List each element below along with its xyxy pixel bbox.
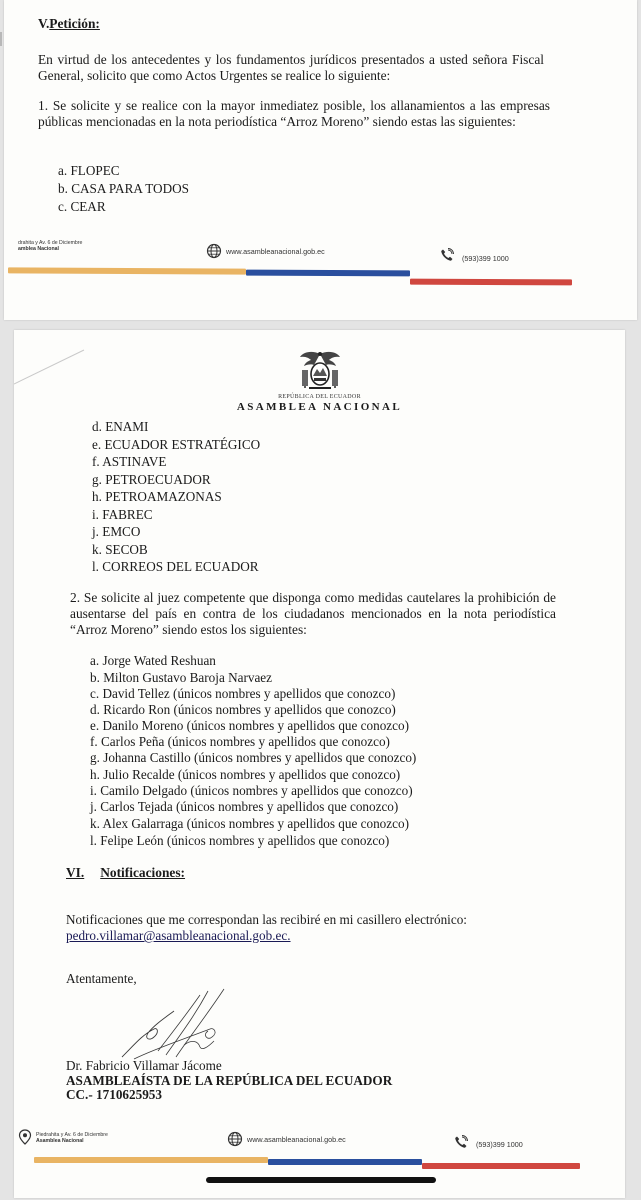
footer-bar-yellow xyxy=(34,1157,268,1163)
signer-id: CC.- 1710625953 xyxy=(66,1087,162,1102)
list-item: i. Camilo Delgado (únicos nombres y apellidos que conozco) xyxy=(90,783,413,798)
document-page-1 xyxy=(4,0,637,320)
footer-bar-blue xyxy=(246,270,410,277)
list-item: a. Jorge Wated Reshuan xyxy=(90,653,216,668)
list-item: h. PETROAMAZONAS xyxy=(92,489,222,504)
section-vi-heading xyxy=(66,865,185,881)
home-indicator[interactable] xyxy=(206,1177,436,1183)
phone-icon xyxy=(440,248,454,262)
list-item: j. EMCO xyxy=(92,524,141,539)
list-item: j. Carlos Tejada (únicos nombres y apellidos que conozco) xyxy=(90,799,399,814)
notifications-paragraph: Notificaciones que me correspondan las recibiré en mi casillero electrónico: xyxy=(66,912,467,927)
list-item: h. Julio Recalde (únicos nombres y apellidos que conozco) xyxy=(90,767,401,782)
list-item: i. FABREC xyxy=(92,507,153,522)
section-title: Notificaciones: xyxy=(100,865,186,880)
footer-address xyxy=(18,240,82,252)
footer-phone: (593)399 1000 xyxy=(476,1140,523,1149)
signer-name: Dr. Fabricio Villamar Jácome xyxy=(66,1058,222,1073)
list-item: k. Alex Galarraga (únicos nombres y apellidos que conozco) xyxy=(90,816,409,831)
footer-phone: (593)399 1000 xyxy=(462,254,509,263)
list-item: g. Johanna Castillo (únicos nombres y apellidos que conozco) xyxy=(90,750,417,765)
footer-address-line-2: amblea Nacional xyxy=(18,246,59,252)
list-item: f. ASTINAVE xyxy=(92,454,167,469)
email-link[interactable]: pedro.villamar@asambleanacional.gob.ec. xyxy=(66,928,291,943)
list-item: k. SECOB xyxy=(92,542,148,557)
list-item: a. FLOPEC xyxy=(58,163,120,178)
list-item: l. CORREOS DEL ECUADOR xyxy=(92,559,259,574)
footer-bar-red xyxy=(410,279,572,286)
list-item: e. ECUADOR ESTRATÉGICO xyxy=(92,437,261,452)
list-item: c. CEAR xyxy=(58,199,106,214)
point-2-paragraph: 2. Se solicite al juez competente que disponga como medidas cautelares la prohibición de ausentarse del país en contra de los ciudadanos mencionados en la nota periodística “Arroz Moreno” siendo estos los siguientes: xyxy=(70,590,556,637)
list-item: g. PETROECUADOR xyxy=(92,472,211,487)
list-item: l. Felipe León (únicos nombres y apellidos que conozco) xyxy=(90,833,390,848)
closing: Atentamente, xyxy=(66,971,137,986)
footer-bar-red xyxy=(422,1163,580,1169)
list-item: d. Ricardo Ron (únicos nombres y apellidos que conozco) xyxy=(90,702,396,717)
republic-label: REPÚBLICA DEL ECUADOR xyxy=(278,394,361,400)
signature xyxy=(114,985,244,1063)
document-page-2 xyxy=(14,330,625,1198)
coat-of-arms-icon xyxy=(297,348,343,392)
section-number: V. xyxy=(38,16,50,31)
footer-address-line-2: Asamblea Nacional xyxy=(36,1138,84,1144)
footer-address-line-1: Piedrahita y Av. 6 de Diciembre xyxy=(36,1132,108,1138)
footer-address-line-1: drahita y Av. 6 de Diciembre xyxy=(18,240,83,246)
globe-icon xyxy=(227,1131,243,1147)
scan-edge-mark xyxy=(14,330,94,390)
list-item: d. ENAMI xyxy=(92,419,149,434)
map-pin-icon xyxy=(18,1129,32,1146)
globe-icon xyxy=(206,243,222,259)
list-item: c. David Tellez (únicos nombres y apellidos que conozco) xyxy=(90,686,396,701)
margin-mark xyxy=(0,32,2,46)
footer-website: www.asambleanacional.gob.ec xyxy=(247,1135,346,1144)
section-title: Petición: xyxy=(49,16,100,31)
point-1-paragraph: 1. Se solicite y se realice con la mayor inmediatez posible, los allanamientos a las empresas públicas mencionadas en la nota periodística “Arroz Moreno” siendo estas las siguientes: xyxy=(38,98,550,129)
footer-bar-yellow xyxy=(8,267,246,274)
list-item: f. Carlos Peña (únicos nombres y apellidos que conozco) xyxy=(90,734,390,749)
section-v-heading xyxy=(38,16,100,32)
signer-title: ASAMBLEAÍSTA DE LA REPÚBLICA DEL ECUADOR xyxy=(66,1073,393,1088)
footer-bar-blue xyxy=(268,1159,422,1165)
assembly-label: ASAMBLEA NACIONAL xyxy=(236,401,403,413)
section-number: VI. xyxy=(66,865,85,880)
footer-address xyxy=(36,1132,108,1144)
intro-paragraph: En virtud de los antecedentes y los fundamentos jurídicos presentados a usted señora Fiscal General, solicito que como Actos Urgentes se realice lo siguiente: xyxy=(38,52,544,83)
list-item: b. Milton Gustavo Baroja Narvaez xyxy=(90,670,273,685)
list-item: e. Danilo Moreno (únicos nombres y apellidos que conozco) xyxy=(90,718,409,733)
list-item: b. CASA PARA TODOS xyxy=(58,181,189,196)
phone-icon xyxy=(454,1135,468,1149)
footer-website: www.asambleanacional.gob.ec xyxy=(226,247,325,256)
